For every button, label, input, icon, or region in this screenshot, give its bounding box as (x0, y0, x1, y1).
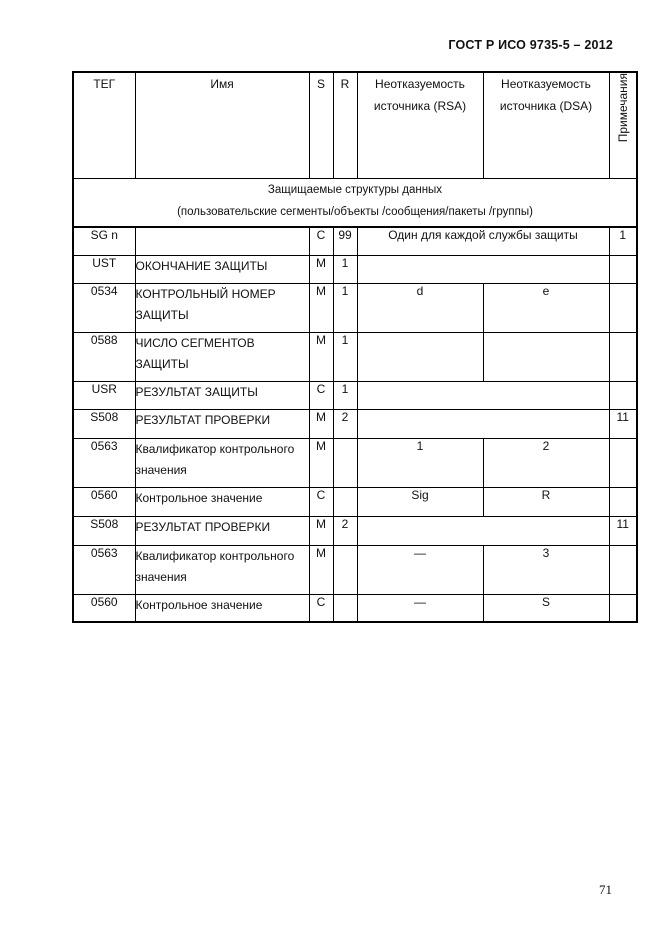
table-row (73, 409, 637, 438)
table-row (73, 516, 637, 545)
cell-tag: USR (73, 381, 135, 409)
cell-s: M (309, 545, 333, 594)
page-number: 71 (599, 882, 612, 897)
table-row (73, 487, 637, 516)
cell-name: Контрольное значение (135, 487, 309, 516)
cell-s: M (309, 283, 333, 332)
cell-r: 1 (333, 332, 357, 381)
cell-r: 1 (333, 283, 357, 332)
cell-merged-rsa-dsa (357, 381, 609, 409)
cell-dsa: 2 (483, 438, 609, 487)
cell-dsa: e (483, 283, 609, 332)
cell-name: КОНТРОЛЬНЫЙ НОМЕР ЗАЩИТЫ (135, 283, 309, 332)
cell-note (609, 381, 637, 409)
cell-tag: 0560 (73, 594, 135, 622)
cell-tag: S508 (73, 516, 135, 545)
section-title-line-1: Защищаемые структуры данных (267, 184, 443, 196)
cell-dsa: S (483, 594, 609, 622)
section-header-row (73, 179, 637, 228)
cell-tag: 0534 (73, 283, 135, 332)
cell-note (609, 487, 637, 516)
cell-r: 1 (333, 255, 357, 283)
cell-merged-rsa-dsa (357, 409, 609, 438)
cell-note: 11 (609, 516, 637, 545)
cell-name: Квалификатор контрольного значения (135, 545, 309, 594)
cell-tag: SG n (73, 227, 135, 255)
cell-note (609, 545, 637, 594)
col-header-name: Имя (135, 72, 309, 179)
cell-name: ОКОНЧАНИЕ ЗАЩИТЫ (135, 255, 309, 283)
cell-dsa (483, 332, 609, 381)
cell-name: Контрольное значение (135, 594, 309, 622)
col-header-s: S (309, 72, 333, 179)
cell-s: M (309, 516, 333, 545)
cell-rsa: — (357, 545, 483, 594)
cell-tag: 0563 (73, 545, 135, 594)
cell-name: РЕЗУЛЬТАТ ПРОВЕРКИ (135, 409, 309, 438)
table-row (73, 545, 637, 594)
cell-tag: S508 (73, 409, 135, 438)
cell-note (609, 438, 637, 487)
cell-note (609, 255, 637, 283)
cell-r (333, 594, 357, 622)
cell-tag: 0588 (73, 332, 135, 381)
cell-r (333, 438, 357, 487)
table-row (73, 227, 637, 255)
cell-s: M (309, 255, 333, 283)
cell-s: C (309, 381, 333, 409)
cell-name: РЕЗУЛЬТАТ ЗАЩИТЫ (135, 381, 309, 409)
section-title (73, 179, 637, 228)
table-row (73, 255, 637, 283)
cell-note: 11 (609, 409, 637, 438)
cell-name: Квалификатор контрольного значения (135, 438, 309, 487)
cell-tag: 0560 (73, 487, 135, 516)
col-header-notes-label: Примечания (615, 73, 630, 143)
cell-r: 2 (333, 409, 357, 438)
cell-note (609, 332, 637, 381)
col-header-dsa: Неотказуемость источника (DSA) (483, 72, 609, 179)
cell-merged-rsa-dsa: Один для каждой службы защиты (357, 227, 609, 255)
col-header-r: R (333, 72, 357, 179)
cell-rsa (357, 332, 483, 381)
section-title-line-2: (пользовательские сегменты/объекты /сообщения/пакеты /группы) (177, 206, 533, 218)
cell-name: ЧИСЛО СЕГМЕНТОВ ЗАЩИТЫ (135, 332, 309, 381)
cell-rsa: Sig (357, 487, 483, 516)
table-row (73, 332, 637, 381)
cell-s: C (309, 594, 333, 622)
cell-s: C (309, 227, 333, 255)
cell-r: 99 (333, 227, 357, 255)
cell-tag: UST (73, 255, 135, 283)
cell-r (333, 545, 357, 594)
col-header-rsa: Неотказуемость источника (RSA) (357, 72, 483, 179)
cell-note (609, 283, 637, 332)
cell-s: M (309, 438, 333, 487)
table-row (73, 438, 637, 487)
cell-s: C (309, 487, 333, 516)
table-row (73, 381, 637, 409)
cell-name: РЕЗУЛЬТАТ ПРОВЕРКИ (135, 516, 309, 545)
cell-note (609, 594, 637, 622)
cell-rsa: d (357, 283, 483, 332)
cell-rsa: — (357, 594, 483, 622)
table-row (73, 283, 637, 332)
table-row (73, 594, 637, 622)
cell-note: 1 (609, 227, 637, 255)
col-header-tag: ТЕГ (73, 72, 135, 179)
cell-name (135, 227, 309, 255)
cell-merged-rsa-dsa (357, 255, 609, 283)
cell-r (333, 487, 357, 516)
cell-r: 1 (333, 381, 357, 409)
security-structure-table (72, 71, 638, 623)
col-header-notes (609, 72, 637, 179)
cell-r: 2 (333, 516, 357, 545)
cell-tag: 0563 (73, 438, 135, 487)
cell-s: M (309, 409, 333, 438)
cell-dsa: 3 (483, 545, 609, 594)
document-code: ГОСТ Р ИСО 9735-5 – 2012 (448, 38, 613, 52)
cell-rsa: 1 (357, 438, 483, 487)
cell-dsa: R (483, 487, 609, 516)
table-header-row (73, 72, 637, 179)
cell-merged-rsa-dsa (357, 516, 609, 545)
cell-s: M (309, 332, 333, 381)
